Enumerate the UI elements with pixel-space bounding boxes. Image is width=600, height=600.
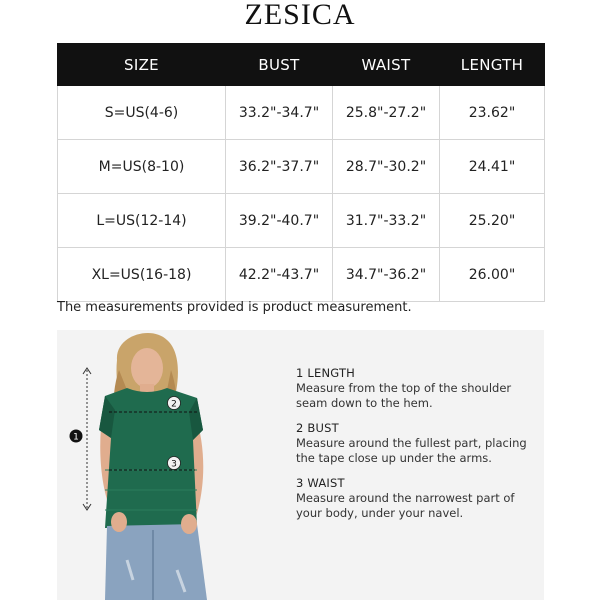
cell-waist: 31.7"-33.2" <box>333 194 440 248</box>
instruction-bust <box>296 421 536 466</box>
instruction-title: 3 WAIST <box>296 476 345 490</box>
garment-shape <box>99 388 203 528</box>
measurement-note: The measurements provided is product measurement. <box>57 300 412 315</box>
instruction-text: seam down to the hem. <box>296 396 433 410</box>
cell-size: M=US(8-10) <box>58 140 226 194</box>
table-row <box>58 140 545 194</box>
header-length: LENGTH <box>440 44 545 86</box>
marker-label: 1 <box>73 432 79 443</box>
instruction-length <box>296 366 536 411</box>
cell-size: XL=US(16-18) <box>58 248 226 302</box>
cell-size: S=US(4-6) <box>58 86 226 140</box>
cell-length: 26.00" <box>440 248 545 302</box>
measurement-guide-panel <box>57 330 544 600</box>
cell-bust: 33.2"-34.7" <box>226 86 333 140</box>
measurement-instructions <box>296 366 536 531</box>
cell-bust: 39.2"-40.7" <box>226 194 333 248</box>
marker-2-icon <box>168 397 181 410</box>
marker-1-icon <box>70 430 83 443</box>
model-figure <box>57 330 287 600</box>
cell-waist: 34.7"-36.2" <box>333 248 440 302</box>
cell-size: L=US(12-14) <box>58 194 226 248</box>
instruction-title: 1 LENGTH <box>296 366 356 380</box>
marker-label: 3 <box>171 459 177 470</box>
cell-length: 24.41" <box>440 140 545 194</box>
marker-label: 2 <box>171 399 177 410</box>
instruction-text: the tape close up under the arms. <box>296 451 492 465</box>
size-chart-table <box>57 43 545 302</box>
table-header-row <box>58 44 545 86</box>
cell-waist: 28.7"-30.2" <box>333 140 440 194</box>
table-row <box>58 248 545 302</box>
cell-waist: 25.8"-27.2" <box>333 86 440 140</box>
marker-3-icon <box>168 457 181 470</box>
cell-bust: 42.2"-43.7" <box>226 248 333 302</box>
instruction-text: your body, under your navel. <box>296 506 464 520</box>
brand-logo: ZESICA <box>244 0 356 31</box>
table-row <box>58 86 545 140</box>
table-row <box>58 194 545 248</box>
header-bust: BUST <box>226 44 333 86</box>
cell-length: 25.20" <box>440 194 545 248</box>
instruction-text: Measure around the fullest part, placing <box>296 436 527 450</box>
cell-length: 23.62" <box>440 86 545 140</box>
cell-bust: 36.2"-37.7" <box>226 140 333 194</box>
instruction-text: Measure from the top of the shoulder <box>296 381 512 395</box>
instruction-text: Measure around the narrowest part of <box>296 491 515 505</box>
instruction-title: 2 BUST <box>296 421 339 435</box>
instruction-waist <box>296 476 536 521</box>
header-size: SIZE <box>58 44 226 86</box>
header-waist: WAIST <box>333 44 440 86</box>
